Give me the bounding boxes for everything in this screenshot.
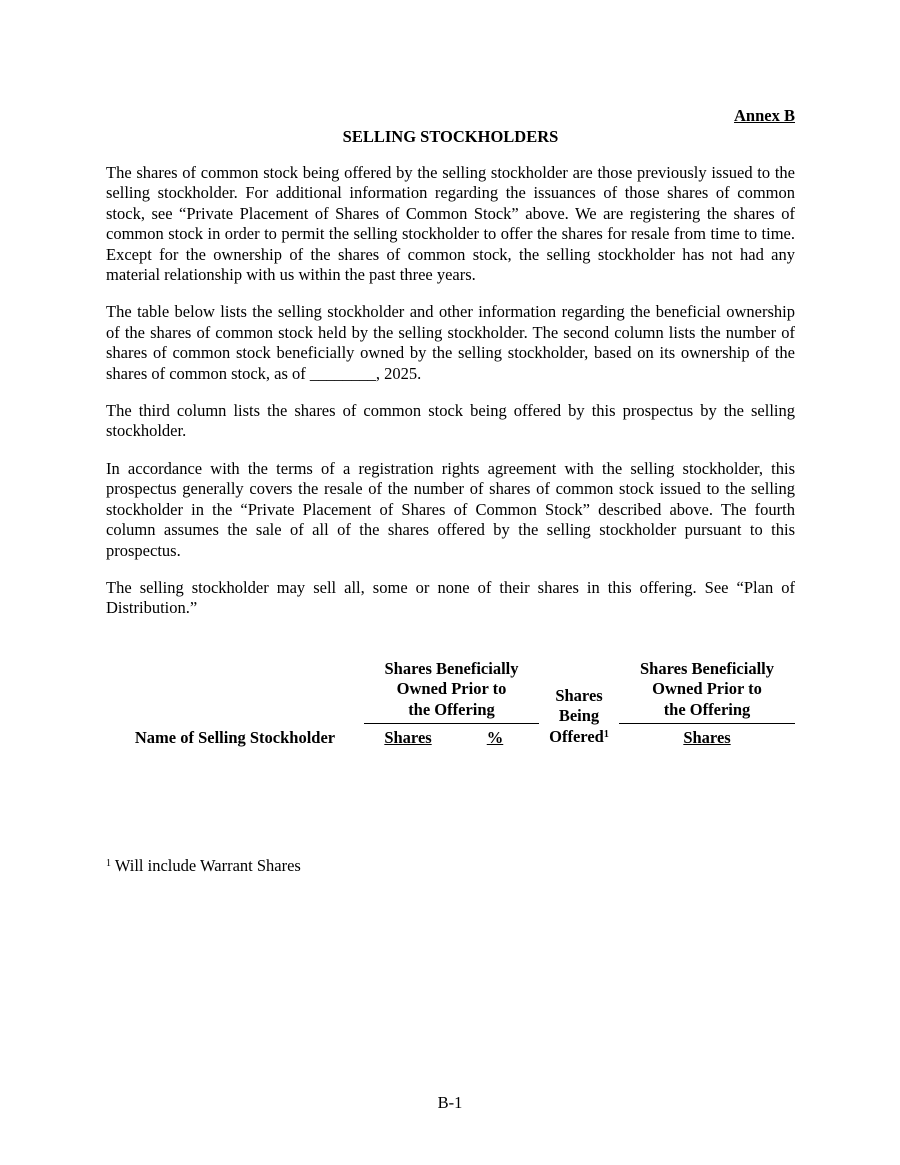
footnote: [106, 856, 301, 876]
footnote-number: 1: [106, 858, 111, 869]
page-title: SELLING STOCKHOLDERS: [342, 127, 559, 146]
header-rule-prior: [364, 723, 539, 724]
header-offered-text: Offered: [549, 726, 604, 746]
header-group-owned-after-line3: the Offering: [663, 699, 751, 719]
header-group-owned-prior-line3: the Offering: [408, 699, 495, 719]
header-group-owned-after-line2: Owned Prior to: [652, 679, 762, 699]
column-header-shares-after: Shares: [683, 728, 731, 747]
column-header-percent: %: [486, 728, 504, 747]
column-header-shares-prior: Shares: [384, 728, 432, 747]
header-group-owned-prior-line1: Shares Beneficially: [384, 659, 519, 678]
paragraph-3: The third column lists the shares of common stock being offered by this prospectus by the selling stockholder.: [106, 401, 795, 441]
annex-label: Annex B: [734, 106, 795, 125]
footnote-text: Will include Warrant Shares: [111, 856, 301, 875]
column-header-name: Name of Selling Stockholder: [134, 728, 336, 747]
header-offered-line1: Shares: [555, 686, 603, 705]
header-group-owned-after-line1: Shares Beneficially: [640, 659, 774, 678]
header-offered-line3: [541, 727, 617, 747]
selling-stockholders-table: [106, 659, 795, 759]
header-offered-line2: Being: [558, 706, 600, 726]
paragraph-5: The selling stockholder may sell all, some or none of their shares in this offering. See “Plan of Distribution.”: [106, 577, 795, 618]
document-page: [106, 104, 795, 875]
paragraph-4: In accordance with the terms of a registration rights agreement with the selling stockholder, this prospectus generally covers the resale of the number of shares of common stock issued to the selling stockholder in the “Private Placement of Shares of Common Stock” described above. The fourth column assumes the sale of all of the shares offered by the selling stockholder pursuant to this prospectus.: [106, 458, 795, 560]
footnote-mark: 1: [603, 728, 609, 740]
paragraph-1: The shares of common stock being offered by the selling stockholder are those previously issued to the selling stockholder. For additional information regarding the issuances of those shares of common stock, see “Private Placement of Shares of Common Stock” above. We are registering the shares of common stock in order to permit the selling stockholder to offer the shares for resale from time to time. Except for the ownership of the shares of common stock, the selling stockholder has not had any material relationship with us within the past three years.: [106, 163, 795, 285]
header-group-owned-after: [619, 659, 795, 720]
header-shares-being-offered: [541, 686, 617, 747]
page-number: B-1: [437, 1093, 463, 1112]
paragraph-2: The table below lists the selling stockholder and other information regarding the beneficial ownership of the shares of common stock held by the selling stockholder. The second column lists the number of shares of common stock beneficially owned by the selling stockholder, based on its ownership of the shares of common stock, as of ________, 2025.: [106, 302, 795, 383]
header-group-owned-prior-line2: Owned Prior to: [396, 679, 507, 699]
header-group-owned-prior: [364, 659, 539, 720]
header-rule-after: [619, 723, 795, 724]
